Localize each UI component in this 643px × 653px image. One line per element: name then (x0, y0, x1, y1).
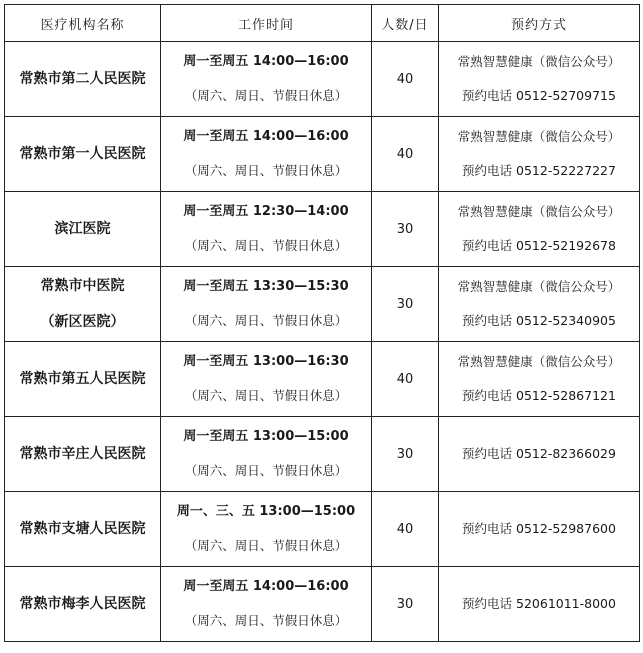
booking-wechat: 常熟智慧健康（微信公众号） (457, 204, 621, 219)
booking-phone: 预约电话 0512-52709715 (462, 88, 616, 103)
table-row (5, 117, 640, 192)
table-row (5, 267, 640, 342)
daily-count: 30 (372, 567, 439, 642)
hospital-name-main: 常熟市第一人民医院 (19, 146, 146, 162)
work-time-cell (161, 267, 372, 342)
work-time-cell (161, 567, 372, 642)
hospital-name-cell (5, 42, 161, 117)
work-time: 周一至周五 13:00—16:30 (183, 354, 349, 369)
hospital-name-main: 常熟市第五人民医院 (19, 371, 146, 387)
booking-phone: 预约电话 52061011-8000 (462, 596, 616, 611)
hospital-name (5, 436, 160, 472)
header-row (5, 5, 640, 42)
work-time-note: （周六、周日、节假日休息） (184, 313, 348, 328)
hospital-name (5, 511, 160, 547)
hospital-name-main: 滨江医院 (54, 221, 111, 237)
work-time: 周一至周五 12:30—14:00 (183, 204, 349, 219)
work-time-cell (161, 417, 372, 492)
work-time: 周一至周五 14:00—16:00 (183, 579, 349, 594)
hospital-name-main: 常熟市梅李人民医院 (19, 596, 146, 612)
hospital-name-main: 常熟市第二人民医院 (19, 71, 146, 87)
booking-cell (439, 567, 640, 642)
booking-phone: 预约电话 0512-52227227 (462, 163, 616, 178)
work-time-cell (161, 492, 372, 567)
booking-phone: 预约电话 0512-82366029 (462, 446, 616, 461)
booking-cell (439, 267, 640, 342)
hospital-name (5, 136, 160, 172)
hospital-name-sub: （新区医院） (40, 314, 125, 330)
hospital-name-cell (5, 492, 161, 567)
work-time: 周一至周五 13:00—15:00 (183, 429, 349, 444)
hospital-name-main: 常熟市支塘人民医院 (19, 521, 146, 537)
work-time-cell (161, 342, 372, 417)
booking-wechat: 常熟智慧健康（微信公众号） (457, 354, 621, 369)
hospital-name-main: 常熟市中医院 (40, 278, 125, 294)
daily-count: 40 (372, 42, 439, 117)
header-count: 人数/日 (372, 5, 439, 42)
booking-wechat: 常熟智慧健康（微信公众号） (457, 279, 621, 294)
booking-cell (439, 342, 640, 417)
header-booking: 预约方式 (439, 5, 640, 42)
hospital-name-cell (5, 267, 161, 342)
header-name: 医疗机构名称 (5, 5, 161, 42)
work-time: 周一至周五 13:30—15:30 (183, 279, 349, 294)
booking-cell (439, 492, 640, 567)
daily-count: 30 (372, 267, 439, 342)
table-row (5, 342, 640, 417)
daily-count: 40 (372, 492, 439, 567)
hospital-name (5, 61, 160, 97)
booking-cell (439, 42, 640, 117)
work-time-note: （周六、周日、节假日休息） (184, 613, 348, 628)
booking-cell (439, 117, 640, 192)
work-time-note: （周六、周日、节假日休息） (184, 88, 348, 103)
work-time: 周一至周五 14:00—16:00 (183, 129, 349, 144)
table-row (5, 492, 640, 567)
work-time: 周一、三、五 13:00—15:00 (176, 504, 356, 519)
work-time-note: （周六、周日、节假日休息） (184, 538, 348, 553)
work-time-cell (161, 192, 372, 267)
daily-count: 40 (372, 342, 439, 417)
booking-cell (439, 417, 640, 492)
hospital-name (5, 268, 160, 340)
hospital-name-main: 常熟市辛庄人民医院 (19, 446, 146, 462)
work-time-note: （周六、周日、节假日休息） (184, 463, 348, 478)
header-time: 工作时间 (161, 5, 372, 42)
hospital-name-cell (5, 417, 161, 492)
work-time-note: （周六、周日、节假日休息） (184, 388, 348, 403)
work-time-note: （周六、周日、节假日休息） (184, 163, 348, 178)
booking-phone: 预约电话 0512-52867121 (462, 388, 616, 403)
hospital-name-cell (5, 117, 161, 192)
schedule-table (4, 4, 640, 642)
booking-phone: 预约电话 0512-52192678 (462, 238, 616, 253)
table-row (5, 567, 640, 642)
daily-count: 40 (372, 117, 439, 192)
hospital-name-cell (5, 342, 161, 417)
table-row (5, 42, 640, 117)
booking-wechat: 常熟智慧健康（微信公众号） (457, 129, 621, 144)
hospital-name (5, 586, 160, 622)
work-time-cell (161, 117, 372, 192)
hospital-name-cell (5, 567, 161, 642)
daily-count: 30 (372, 192, 439, 267)
work-time-cell (161, 42, 372, 117)
booking-wechat: 常熟智慧健康（微信公众号） (457, 54, 621, 69)
daily-count: 30 (372, 417, 439, 492)
booking-phone: 预约电话 0512-52987600 (462, 521, 616, 536)
booking-phone: 预约电话 0512-52340905 (462, 313, 616, 328)
table-row (5, 192, 640, 267)
hospital-name (5, 361, 160, 397)
hospital-name-cell (5, 192, 161, 267)
work-time: 周一至周五 14:00—16:00 (183, 54, 349, 69)
work-time-note: （周六、周日、节假日休息） (184, 238, 348, 253)
table-row (5, 417, 640, 492)
booking-cell (439, 192, 640, 267)
hospital-name (5, 211, 160, 247)
table-body (5, 42, 640, 642)
